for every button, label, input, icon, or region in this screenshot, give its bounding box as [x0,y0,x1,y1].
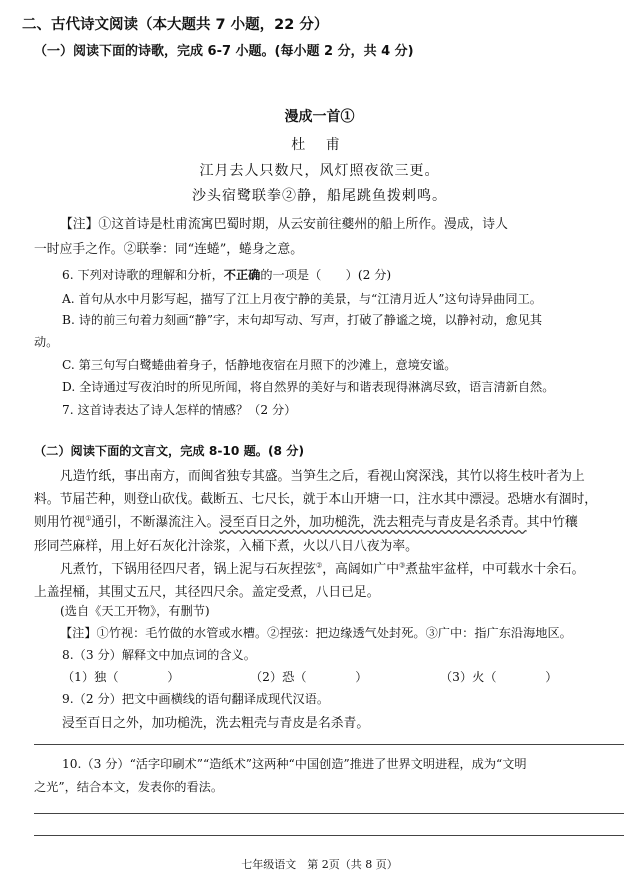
q9-sentence: 浸至百日之外，加功槌洗，洗去粗壳与青皮是名杀青。 [62,716,370,731]
emphasis-text: 不正确 [223,268,261,282]
q6-option-b-cont: 动。 [34,335,59,349]
answer-line [34,835,624,836]
prose-source: (选自《天工开物》，有删节) [60,604,210,618]
q8-stem: 8.（3 分）解释文中加点词的含义。 [62,648,256,662]
q7-stem: 7. 这首诗表达了诗人怎样的情感？（2 分） [62,403,297,417]
q8-item: （1）独（ ） [62,670,180,684]
prose-line: 形同苎麻样，用上好石灰化汁涂浆，入桶下煮，火以八日八夜为率。 [34,539,418,554]
page-footer: 七年级语文 第 2页（共 8 页） [241,858,398,871]
q6-option-d: D. 全诗通过写夜泊时的所见所闻，将自然界的美好与和谐表现得淋漓尽致，语言清新自然。 [62,380,555,394]
q6-stem: 6. 下列对诗歌的理解和分析，不正确的一项是（ ）(2 分) [62,268,392,282]
prose-line: 料。节届芒种，则登山砍伐。截断五、七尺长，就于本山开塘一口，注水其中漂浸。恐塘水有涸时， [34,492,598,507]
poem-author: 杜 甫 [291,137,348,153]
q8-item: （3）火（ ） [440,670,558,684]
q10-stem: 10.（3 分）“活字印刷术”“造纸术”这两种“中国创造”推进了世界文明进程，成为“文明 [62,757,527,771]
prose-line: 则用竹视①通引，不断瀑流注入。浸至百日之外，加功槌洗，洗去粗壳与青皮是名杀青。其中竹穰 [34,514,578,530]
poem-line: 江月去人只数尺，风灯照夜欲三更。 [199,163,440,179]
q6-option-a: A. 首句从水中月影写起，描写了江上月夜宁静的美景，与“江清月近人”这句诗异曲同工。 [62,292,542,306]
part1-heading: （一）阅读下面的诗歌，完成 6-7 小题。(每小题 2 分，共 4 分) [34,44,414,59]
prose-note: 【注】①竹视：毛竹做的水管或水槽。②捏弦：把边缘透气处封死。③广中：指广东沿海地区。 [60,626,572,640]
poem-title: 漫成一首① [284,109,355,125]
prose-line: 凡造竹纸，事出南方，而闽省独专其盛。当笋生之后，看视山窝深浅，其竹以将生枝叶者为上 [60,469,585,484]
section-title: 二、古代诗文阅读（本大题共 7 小题，22 分） [22,17,329,33]
q6-option-b: B. 诗的前三句着力刻画“静”字，末句却写动、写声，打破了静谧之境，以静衬动，愈见其 [62,313,543,327]
underlined-sentence: 浸至百日之外，加功槌洗，洗去粗壳与青皮是名杀青。 [219,515,527,530]
q10-stem-cont: 之光”，结合本文，发表你的看法。 [34,780,224,794]
q9-stem: 9.（2 分）把文中画横线的语句翻译成现代汉语。 [62,692,330,706]
prose-line: 凡煮竹，下锅用径四尺者，锅上泥与石灰捏弦②，高阔如广中③煮盐牢盆样，中可载水十余石。 [60,561,585,577]
poem-line: 沙头宿鹭联拳②静，船尾跳鱼拨剌鸣。 [192,188,447,204]
answer-line [34,744,624,745]
answer-line [34,813,624,814]
poem-note: 一时应手之作。②联拳：同“连蜷”，蜷身之意。 [34,242,304,257]
prose-line: 上盖捏桶，其围丈五尺，其径四尺余。盖定受煮，八日已足。 [34,585,380,600]
part2-heading: （二）阅读下面的文言文，完成 8-10 题。(8 分) [34,444,305,458]
q8-item: （2）恐（ ） [250,670,368,684]
poem-note: 【注】①这首诗是杜甫流寓巴蜀时期，从云安前往夔州的船上所作。漫成，诗人 [60,217,508,232]
q6-option-c: C. 第三句写白鹭蜷曲着身子，恬静地夜宿在月照下的沙滩上，意境安谧。 [62,358,457,372]
